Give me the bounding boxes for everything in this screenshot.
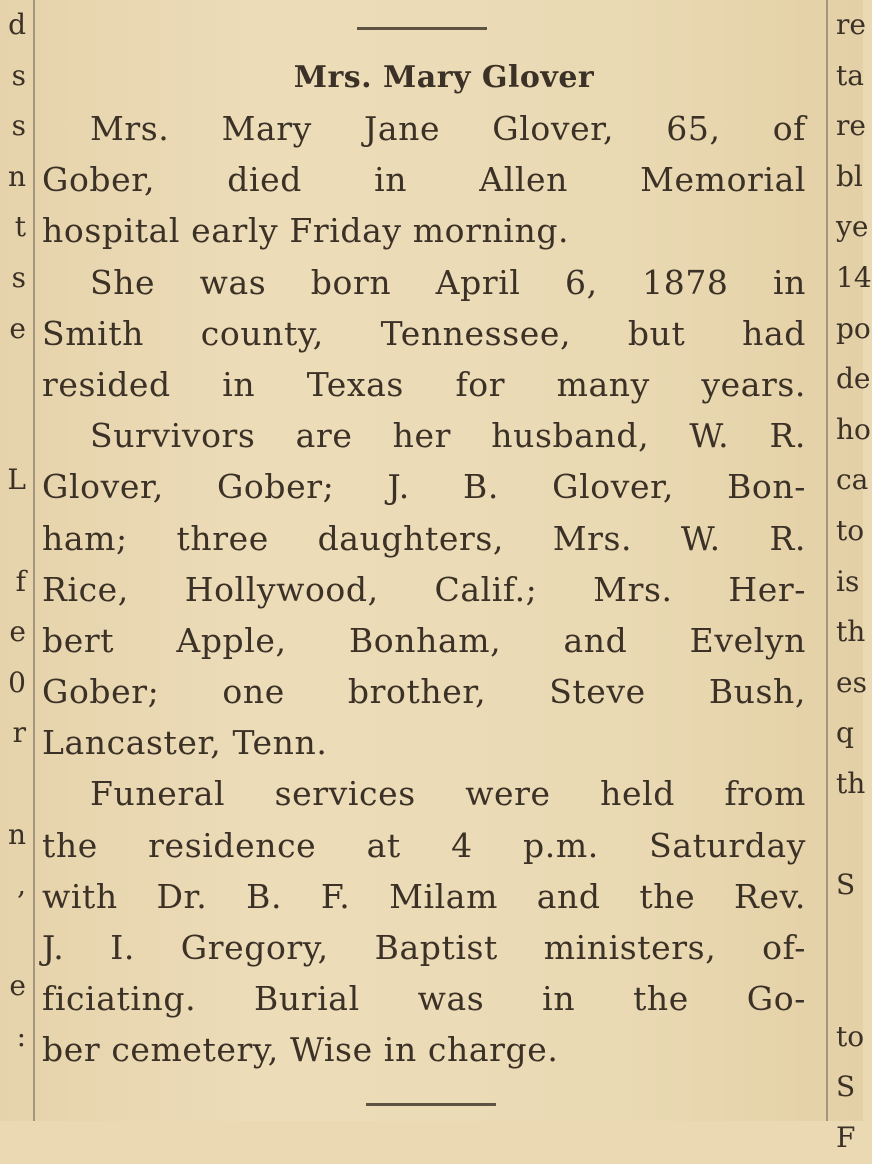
column-fragment: ca [836, 463, 869, 497]
article-line: resided in Texas for many years. [42, 364, 806, 404]
column-fragment: S [836, 1070, 856, 1104]
column-fragment: n [7, 817, 26, 851]
article-line: bert Apple, Bonham, and Evelyn [42, 620, 806, 660]
column-fragment [0, 506, 32, 557]
column-fragment: ta [836, 58, 864, 92]
left-column-fragments [0, 0, 32, 1062]
column-fragment: 14 [836, 260, 872, 294]
column-fragment: s [11, 260, 26, 294]
article-line: Mrs. Mary Jane Glover, 65, of [90, 109, 806, 148]
column-fragment: F [836, 1121, 856, 1155]
column-fragment: f [15, 564, 26, 598]
column-fragment: q [836, 716, 854, 750]
column-fragment [0, 405, 32, 456]
right-column-rule [826, 0, 828, 1121]
column-fragment: re [836, 109, 866, 143]
column-fragment: re [836, 8, 866, 41]
left-column-rule [33, 0, 35, 1121]
article-line: ficiating. Burial was in the Go- [42, 979, 806, 1019]
column-fragment [836, 961, 863, 1012]
right-column-fragments [836, 0, 872, 1164]
article-line: She was born April 6, 1878 in [90, 262, 806, 302]
column-fragment: r [12, 716, 26, 750]
article-line: with Dr. B. F. Milam and the Rev. [42, 876, 806, 916]
article-line: ham; three daughters, Mrs. W. R. [42, 518, 806, 558]
column-fragment: e [9, 969, 26, 1003]
top-separator-rule [357, 27, 487, 30]
column-fragment: d [8, 8, 26, 41]
column-fragment: s [11, 109, 26, 143]
column-fragment: de [836, 362, 871, 396]
article-line: ber cemetery, Wise in charge. [42, 1030, 559, 1070]
column-fragment: e [9, 615, 26, 649]
column-fragment [0, 354, 32, 405]
column-fragment: bl [836, 159, 863, 193]
article-line: Gober, died in Allen Memorial [42, 160, 806, 200]
column-fragment: e [9, 311, 26, 345]
column-fragment: ye [836, 210, 869, 244]
column-fragment: to [836, 1019, 865, 1053]
article-line: J. I. Gregory, Baptist ministers, of- [42, 928, 806, 967]
article-line: hospital early Friday morning. [42, 211, 570, 251]
column-fragment: s [11, 58, 26, 92]
column-fragment: th [836, 766, 866, 800]
column-fragment: th [836, 615, 866, 649]
article-body [42, 103, 806, 1076]
article-line: Rice, Hollywood, Calif.; Mrs. Her- [42, 569, 806, 609]
column-fragment: es [836, 665, 867, 699]
bottom-separator-rule [366, 1103, 496, 1106]
column-fragment: , [17, 868, 26, 902]
article-line: Survivors are her husband, W. R. [90, 416, 806, 456]
article-line: Lancaster, Tenn. [42, 723, 328, 763]
column-fragment: ho [836, 412, 871, 446]
obituary-article [42, 53, 806, 1076]
column-fragment: 0 [8, 665, 26, 699]
column-fragment: L [7, 463, 26, 497]
column-fragment [836, 810, 863, 861]
column-fragment [0, 911, 32, 962]
column-fragment [836, 911, 863, 962]
headline: Mrs. Mary Glover [293, 60, 595, 95]
column-fragment: : [16, 1019, 26, 1053]
column-fragment: n [7, 159, 26, 193]
column-fragment: is [836, 564, 860, 598]
article-line: Funeral services were held from [90, 774, 806, 814]
article-line: Gober; one brother, Steve Bush, [42, 672, 806, 712]
column-fragment: t [14, 210, 26, 244]
column-fragment [0, 759, 32, 810]
column-fragment: S [836, 868, 856, 902]
column-fragment: to [836, 513, 865, 547]
article-line: the residence at 4 p.m. Saturday [42, 825, 806, 865]
article-line: Smith county, Tennessee, but had [42, 313, 806, 353]
article-line: Glover, Gober; J. B. Glover, Bon- [42, 467, 806, 507]
column-fragment: po [836, 311, 871, 345]
